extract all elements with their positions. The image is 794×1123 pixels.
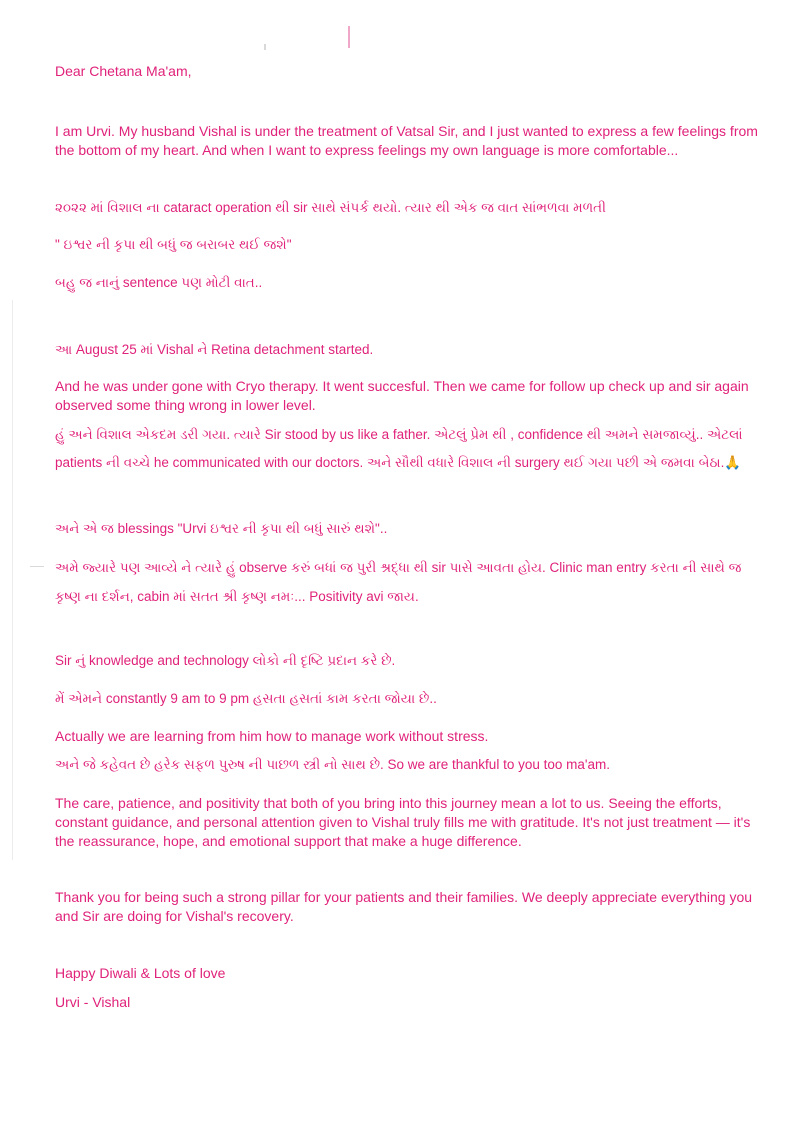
learning-line: Actually we are learning from him how to manage work without stress.	[55, 728, 489, 744]
knowledge-line: Sir નું knowledge and technology લોકો ની દૃષ્ટિ પ્રદાન કરે છે.	[55, 653, 396, 668]
closing-line: Happy Diwali & Lots of love	[55, 965, 226, 981]
scan-speck	[30, 566, 44, 567]
gujarati-quote: " ઇશ્વર ની કૃપા થી બધું જ બરાબર થઈ જશે"	[55, 237, 292, 252]
pink-scan-mark	[348, 26, 350, 48]
constantly-line: મેં એમને constantly 9 am to 9 pm હસતા હસતાં કામ કરતા જોયા છે..	[55, 691, 437, 706]
clinic-paragraph: અમે જ્યારે પણ આવ્યે ને ત્યારે હું observe કરું બધાં જ પુરી શ્રદ્ધા થી sir પાસે આવતા હોય. Clinic man entry કરતા ની સાથે જ કૃષ્ણ ના દર્શન, cabin માં સતત શ્રી કૃષ્ણ નમઃ... Positivity avi જાય.	[55, 560, 742, 604]
thank-you-paragraph: Thank you for being such a strong pillar for your patients and their families. We deeply appreciate everything you and Sir are doing for Vishal's recovery.	[55, 889, 753, 924]
gujarati-sentence-line: બહુ જ નાનું sentence પણ મોટી વાત..	[55, 275, 263, 290]
cryo-therapy-paragraph: And he was under gone with Cryo therapy. It went succesful. Then we came for follow up check up and sir again observed some thing wrong in lower level.	[55, 378, 749, 413]
august-retina-line: આ August 25 માં Vishal ને Retina detachment started.	[55, 342, 374, 357]
gujarati-line-2022: ૨૦૨૨ માં વિશાલ ના cataract operation થી sir સાથે સંપર્ક થયો. ત્યાર થી એક જ વાત સાંભળવા મળતી	[55, 200, 606, 215]
kahevat-line: અને જે કહેવત છે હરેક સફળ પુરુષ ની પાછળ સ્ત્રી નો સાથ છે. So we are thankful to you too ma'am.	[55, 757, 610, 772]
signature: Urvi - Vishal	[55, 994, 131, 1010]
left-edge-shadow	[12, 300, 13, 860]
care-paragraph: The care, patience, and positivity that both of you bring into this journey mean a lot to us. Seeing the efforts, constant guidance, and personal attention given to Vishal truly fills me with gratitude. It's not just treatment — it's the reassurance, hope, and emotional support that make a huge difference.	[55, 795, 751, 849]
blessings-line: અને એ જ blessings "Urvi ઇશ્વર ની કૃપા થી બધું સારું થશે"..	[55, 521, 388, 536]
scan-speck	[264, 44, 266, 50]
intro-paragraph: I am Urvi. My husband Vishal is under the treatment of Vatsal Sir, and I just wanted to express a few feelings from the bottom of my heart. And when I want to express feelings my own language is more comfortable...	[55, 123, 758, 158]
salutation: Dear Chetana Ma'am,	[55, 63, 192, 79]
father-paragraph: હું અને વિશાલ એકદમ ડરી ગયા. ત્યારે Sir stood by us like a father. એટલું પ્રેમ થી , confidence થી અમને સમજાવ્યું.. એટલાં patients ની વચ્ચે he communicated with our doctors. અને સૌથી વધારે વિશાલ ની surgery થઈ ગયા પછી એ જમવા બેઠા.🙏	[55, 427, 743, 470]
